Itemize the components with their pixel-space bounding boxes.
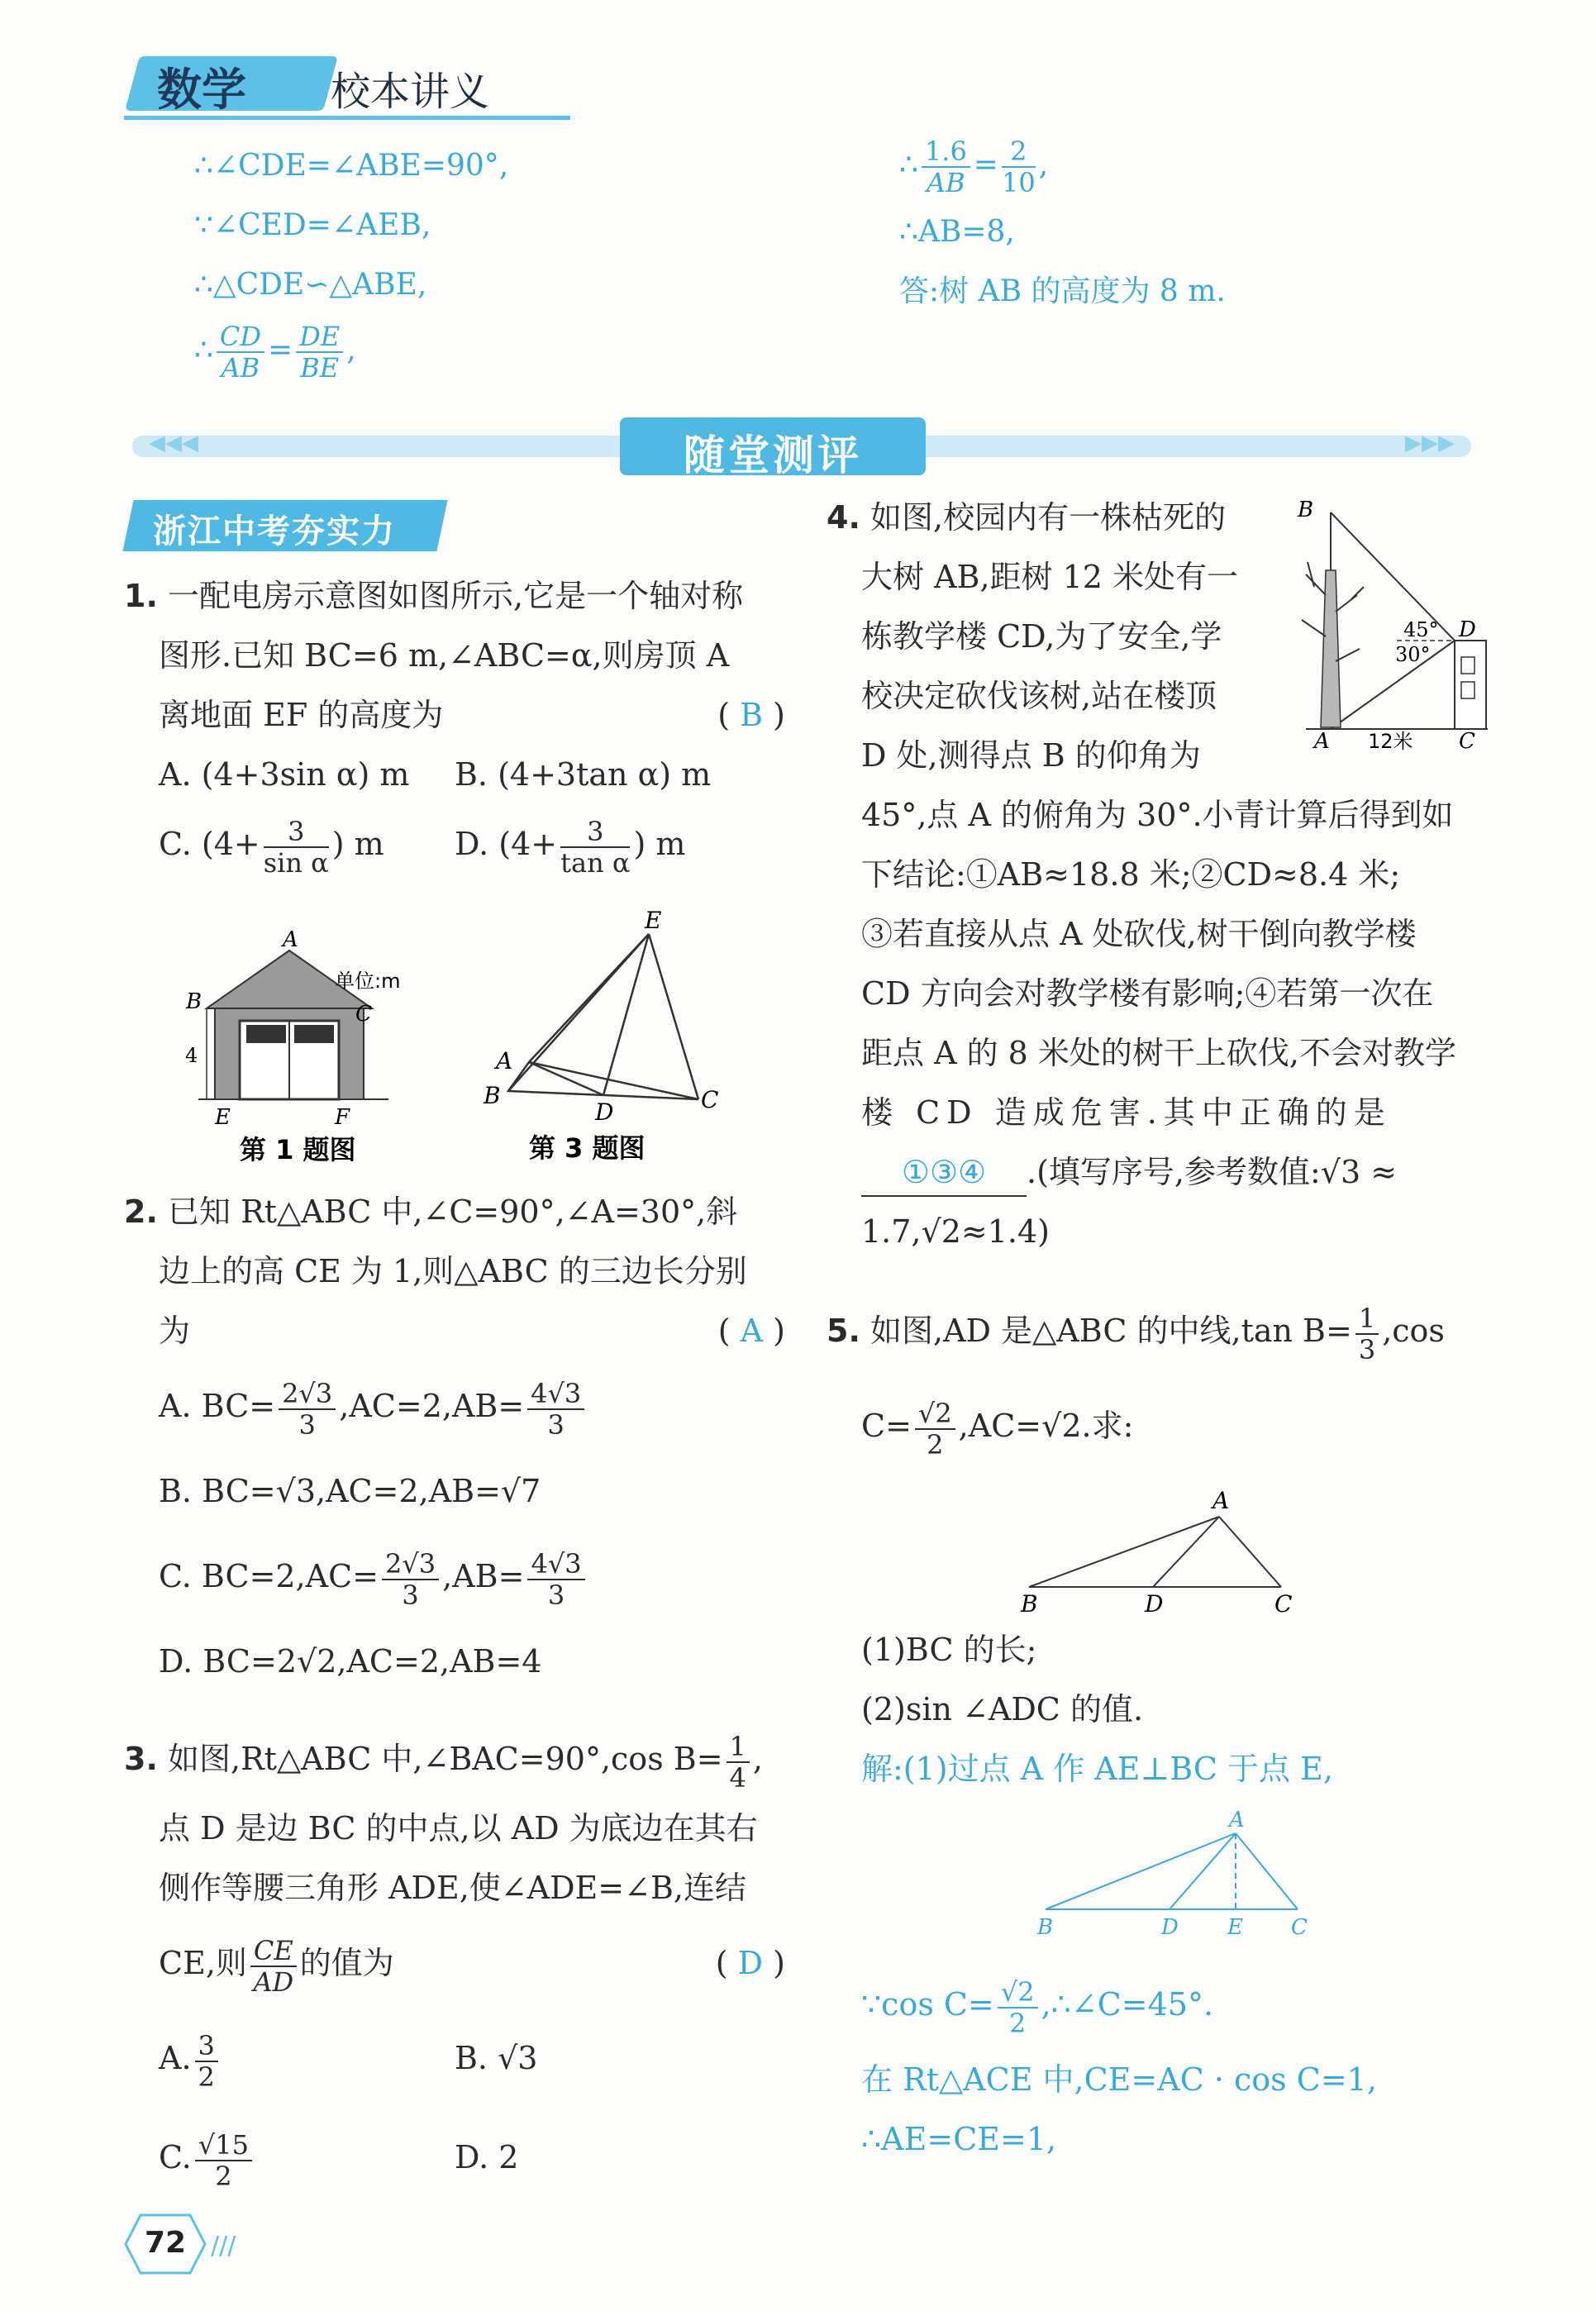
fig1-window-left [246,1025,286,1043]
fig5-label-d: D [1145,1590,1164,1618]
page-number-slashes: /// [211,2232,236,2261]
q3-opt-c: C. $\frac{√15}{2}$ [159,2139,255,2175]
fig3-label-a: A [496,1047,513,1074]
q2-opt-a: A. BC= $\frac{2√3}{3}$ ,AC=2,AB= $\frac{4√3}{3}$ [124,1360,785,1451]
fig1-label-a: A [283,927,298,952]
q4-tail-2: 1.7,√2≈1.4) [861,1213,1050,1250]
q4-line-3: 栋教学楼 CD,为了安全,学 [861,618,1222,655]
fig1-label-c: C [355,1002,372,1027]
fig5s-label-b: B [1037,1915,1054,1940]
q4-line-4: 校决定砍伐该树,站在楼顶 [861,678,1217,714]
fig4-label-c: C [1459,729,1475,752]
fig4-angle-45: 45° [1403,618,1439,641]
q4-line-10: 距点 A 的 8 米处的树干上砍伐,不会对教学 [861,1035,1457,1071]
fig1-window-right [294,1025,334,1043]
q3-opt-a: A. $\frac{3}{2}$ [159,2040,222,2076]
fig5s-label-d: D [1161,1915,1179,1940]
q1-answer-bracket: ( B ) [717,697,785,733]
q4-line-11: 楼 CD 造成危害.其中正确的是 [861,1094,1392,1131]
q5-sub-1: (1)BC 的长; [861,1632,1037,1668]
q4-line-7: 下结论:①AB≈18.8 米;②CD≈8.4 米; [861,856,1401,893]
fig3-label-e: E [645,907,662,934]
q3-line-2: 点 D 是边 BC 的中点,以 AD 为底边在其右 [159,1810,758,1846]
prev-solution-right [899,136,1226,322]
q2-line-2: 边上的高 CE 为 1,则△ABC 的三边长分别 [159,1253,747,1289]
q2-opt-b: B. BC=√3,AC=2,AB=√7 [159,1473,541,1509]
fig4-label-d: D [1459,617,1476,642]
q4-answer-blank [861,1149,1027,1197]
fig4-building [1455,641,1486,729]
header-subtitle: 校本讲义 [331,69,490,115]
q5-solution-1: 解:(1)过点 A 作 AE⊥BC 于点 E, [861,1751,1333,1787]
prev-sol-ratio: ∴ $\frac{CD}{AB}$ = $\frac{DE}{BE}$ , [194,321,356,384]
fig4-angle-30: 30° [1395,643,1431,666]
q4-number: 4. [827,499,860,536]
fig5s-label-e: E [1227,1915,1243,1940]
banner-arrows-left: ◀◀◀ [149,431,198,455]
q3-opt-d: D. 2 [455,2139,519,2175]
prev-sol-line-1: ∴∠CDE=∠ABE=90°, [194,149,509,183]
prev-sol-line-2: ∵∠CED=∠AEB, [194,208,431,242]
q3-answer: D [737,1945,764,1981]
q3-answer-bracket: ( D ) [715,1945,785,1981]
banner-arrows-right: ▶▶▶ [1405,431,1455,455]
prev-sol-line-3: ∴△CDE∽△ABE, [194,268,427,302]
subsection-tag [128,500,450,551]
fig1-label-e: E [215,1105,231,1130]
figure-4 [1289,496,1488,752]
q1-answer: B [740,697,764,733]
banner-title: 随堂测评 [684,431,862,479]
q4-line-1: 如图,校园内有一株枯死的 [869,499,1227,536]
q4-line-2: 大树 AB,距树 12 米处有一 [861,559,1239,595]
q2-line-3: 为 [159,1313,191,1349]
q5-solution-4: ∴AE=CE=1, [861,2121,1057,2157]
q2-answer-bracket: ( A ) [717,1313,785,1349]
q2-number: 2. [124,1194,158,1230]
q1-opt-c: C. (4+ $\frac{3}{\text{sin α}}$ ) m [159,815,384,879]
q5-solution-3: 在 Rt△ACE 中,CE=AC · cos C=1, [861,2061,1377,2098]
q5-line-1: 5. 如图,AD 是△ABC 的中线,tan B= $\frac{1}{3}$ ,cos [827,1302,1445,1365]
q1-opt-b: B. (4+3tan α) m [455,756,712,793]
q1-opt-a: A. (4+3sin α) m [159,756,410,793]
fig1-unit: 单位:m [335,970,401,993]
figure-3 [479,905,727,1170]
fig5s-label-a: A [1229,1810,1245,1832]
header-subject: 数学 [157,64,246,116]
q4-line-5: D 处,测得点 B 的仰角为 [861,737,1201,774]
question-5 [827,1289,1488,1480]
fig1-label-b: B [186,989,202,1014]
figure-1 [182,926,463,1165]
q3-line-1: 3. 如图,Rt△ABC 中,∠BAC=90°,cos B= $\frac{1}{4}$ , [124,1730,763,1794]
q2-opt-c: C. BC=2,AC= $\frac{2√3}{3}$ ,AB= $\frac{4√3}{3}$ [124,1531,785,1622]
q5-solution-2: ∵cos C= $\frac{√2}{2}$ ,∴∠C=45°. [861,1975,1214,2039]
figure-5-solution [1025,1810,1322,1942]
q3-opt-b: B. √3 [455,2040,538,2076]
fig4-label-b: B [1298,498,1314,522]
tag-text: 浙江中考夯实力 [153,512,396,550]
fig4-distance: 12米 [1368,730,1413,752]
q2-opt-d: D. BC=2√2,AC=2,AB=4 [159,1643,542,1680]
q2-line-1: 已知 Rt△ABC 中,∠C=90°,∠A=30°,斜 [167,1194,738,1230]
fig5-label-b: B [1021,1590,1038,1618]
q5-parts [861,1620,1489,1799]
question-2 [124,1182,785,1701]
q4-line-6: 45°,点 A 的俯角为 30°.小青计算后得到如 [861,797,1454,833]
q4-answer: ①③④ [901,1154,987,1190]
q4-line-9: CD 方向会对教学楼有影响;④若第一次在 [861,975,1434,1012]
prev-sol-right-line-1: ∴AB=8, [899,215,1015,249]
q4-tail-1: .(填写序号,参考数值:√3 ≈ [1027,1154,1398,1190]
fig1-label-f: F [335,1105,350,1130]
q1-line-3: 离地面 EF 的高度为 [159,697,444,733]
fig4-label-a: A [1314,729,1330,752]
prev-solution-left [194,136,508,383]
q3-line-3: 侧作等腰三角形 ADE,使∠ADE=∠B,连结 [159,1870,746,1906]
fig5-label-c: C [1274,1590,1293,1618]
prev-sol-right-line-2: 答:树 AB 的高度为 8 m. [899,274,1226,308]
header-rule [124,116,570,120]
fig5-label-a: A [1212,1488,1230,1514]
section-banner [132,417,1471,479]
q5-line-2: C= $\frac{√2}{2}$ ,AC=√2.求: [861,1397,1134,1460]
fig1-caption: 第 1 题图 [240,1134,356,1165]
q5-solution-rest [861,1959,1489,2169]
fig3-label-c: C [701,1086,719,1113]
q1-line-1: 一配电房示意图如图所示,它是一个轴对称 [167,578,744,614]
q3-line-4: CE,则 $\frac{CE}{AD}$ 的值为 ( D ) [124,1918,785,2008]
page-number-badge [124,2211,207,2277]
fig3-label-b: B [484,1082,501,1109]
figure-5 [1008,1488,1306,1620]
fig3-label-d: D [595,1098,614,1126]
question-3 [124,1719,785,2207]
q2-answer: A [740,1313,764,1349]
q5-sub-2: (2)sin ∠ADC 的值. [861,1691,1144,1727]
fig3-caption: 第 3 题图 [529,1132,646,1164]
q1-opt-d: D. (4+ $\frac{3}{\text{tan α}}$ ) m [455,815,686,879]
question-1 [124,566,785,884]
page-number: 72 [144,2226,187,2260]
prev-sol-ratio-right: ∴ $\frac{1.6}{AB}$ = $\frac{2}{10}$ , [899,136,1049,198]
q4-line-8: ③若直接从点 A 处砍伐,树干倒向教学楼 [861,916,1417,952]
header [124,50,587,124]
q1-line-2: 图形.已知 BC=6 m,∠ABC=α,则房顶 A [159,637,730,674]
q1-number: 1. [124,578,158,614]
fig1-label-h: 4 [185,1044,198,1067]
fig5s-label-c: C [1291,1915,1308,1940]
